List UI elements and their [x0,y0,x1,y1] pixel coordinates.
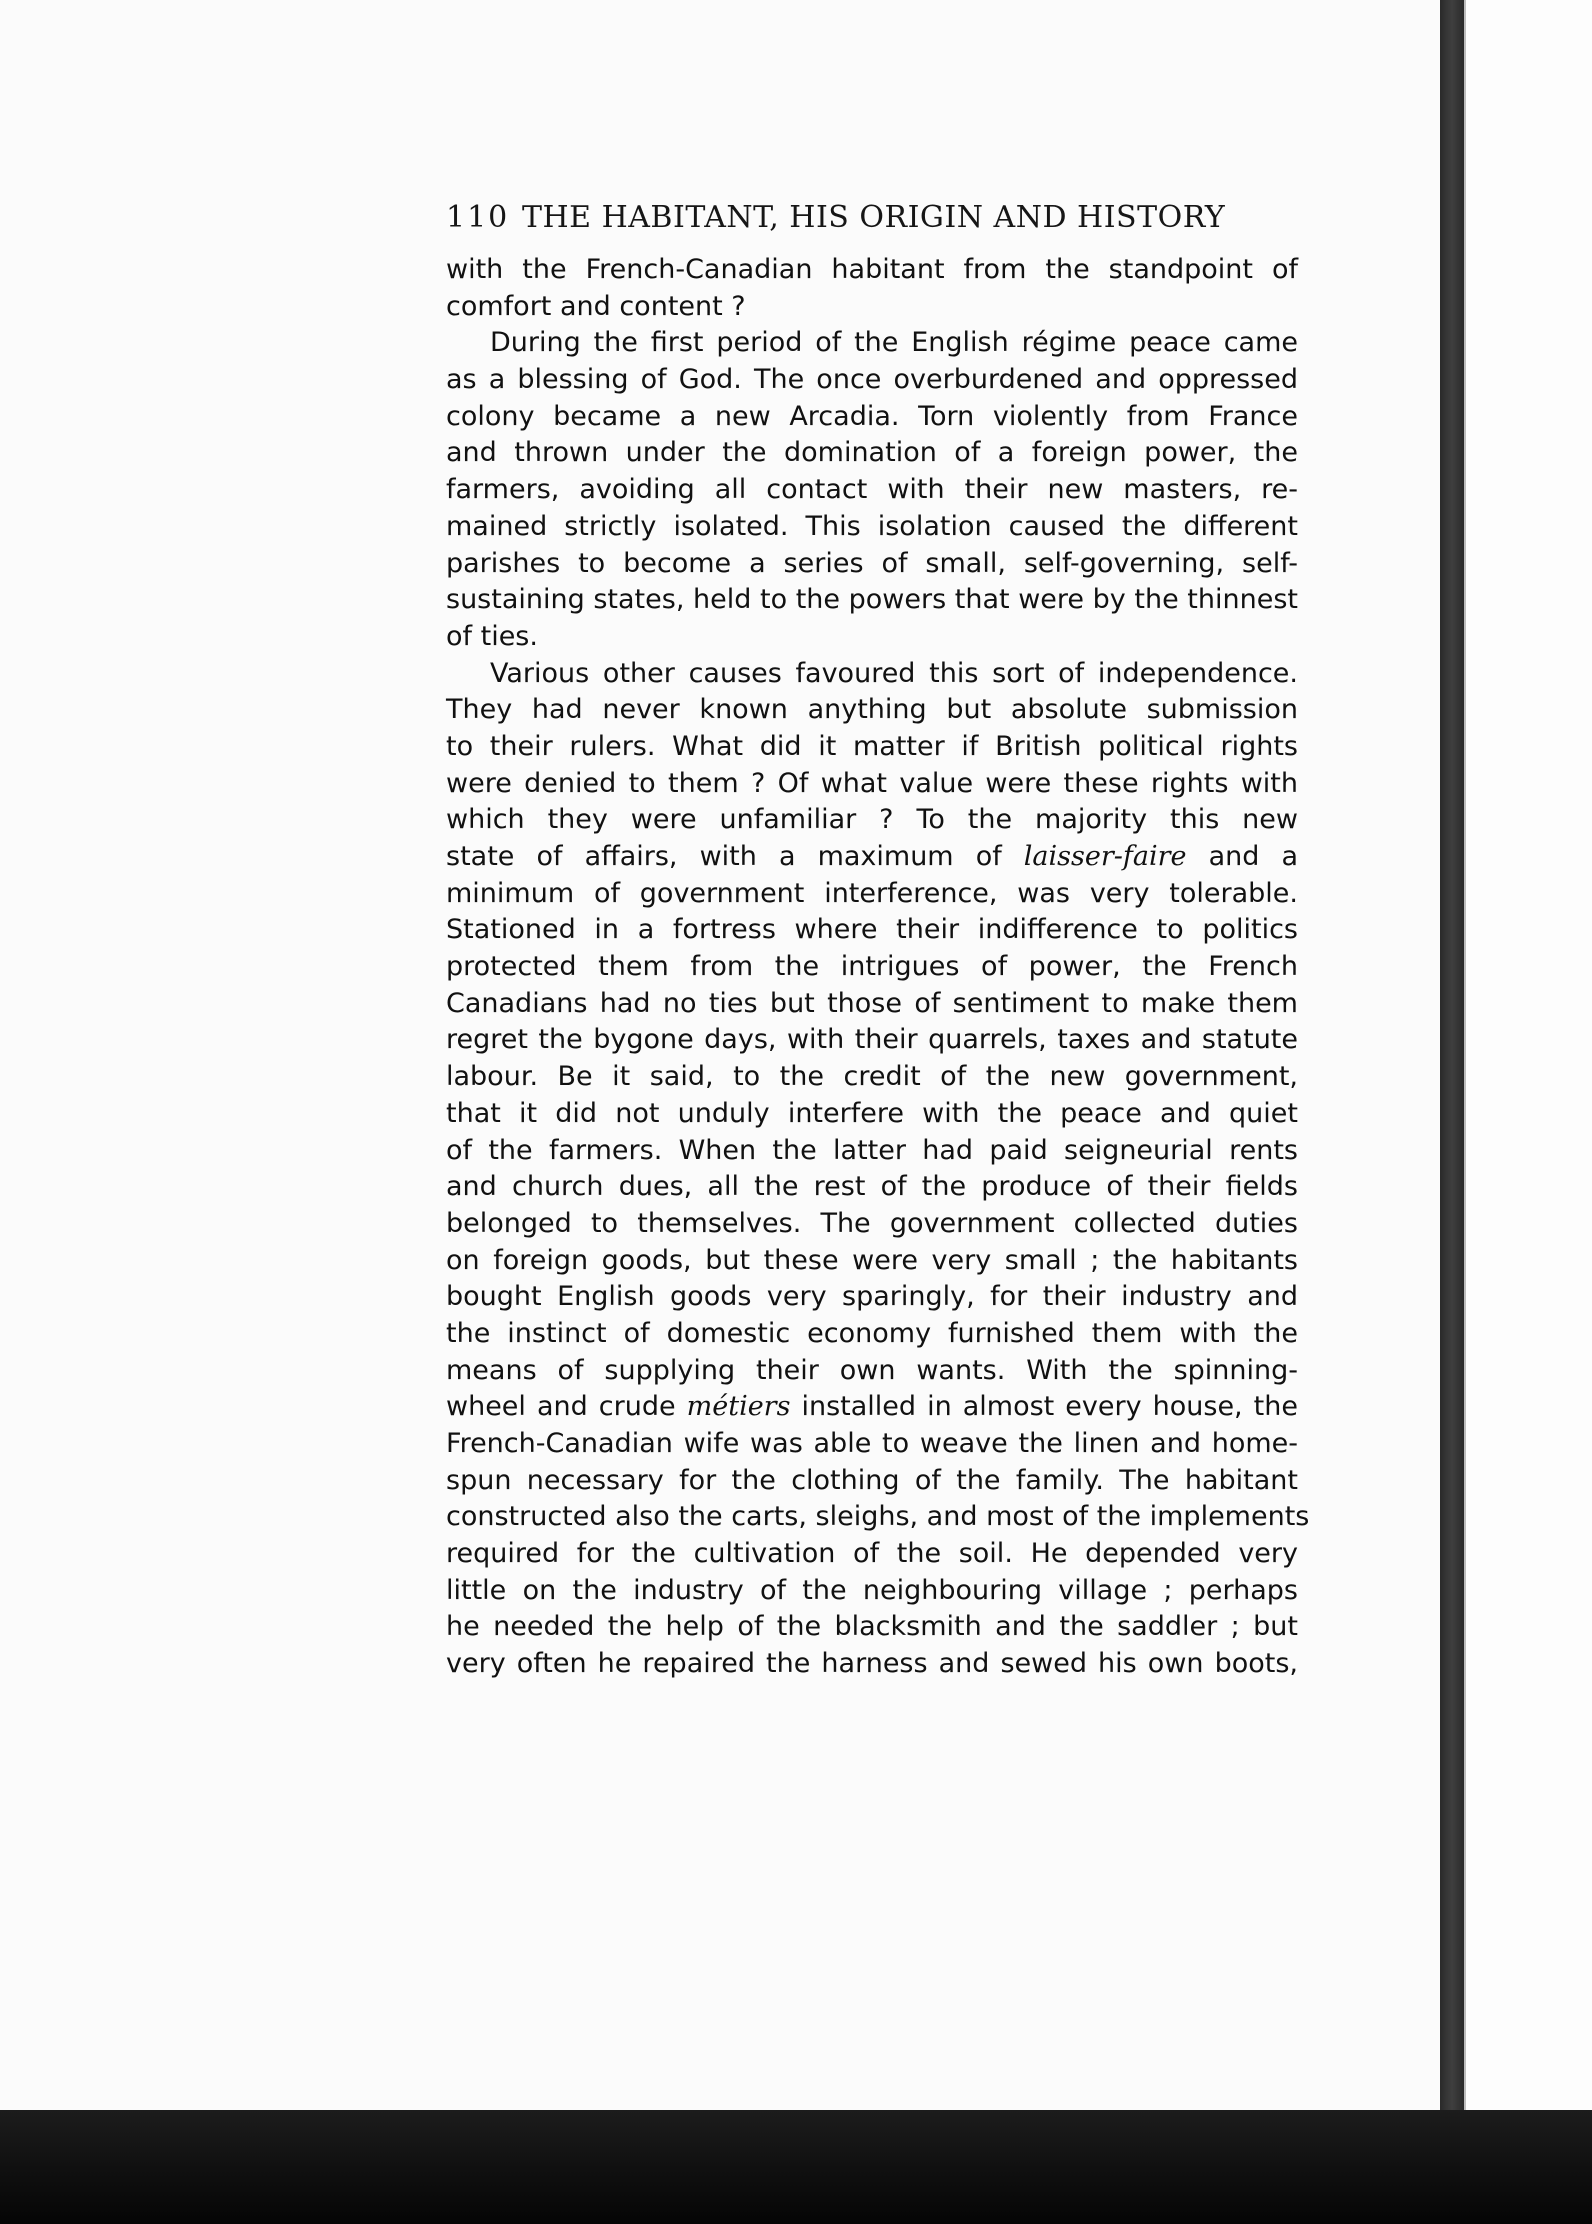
running-header [446,200,1294,246]
text-line [446,839,1298,876]
text-line: and thrown under the domination of a foreign power, the [446,437,1298,469]
text-line: the instinct of domestic economy furnished them with the [446,1317,1298,1349]
text-line: Canadians had no ties but those of sentiment to make them [446,987,1298,1019]
text-line: During the first period of the English régime peace came [490,327,1298,359]
running-title: THE HABITANT, HIS ORIGIN AND HISTORY [522,200,1226,235]
text-line: which they were unfamiliar ? To the majority this new [446,804,1298,836]
text-line: to their rulers. What did it matter if British political rights [446,730,1298,762]
text-line: labour. Be it said, to the credit of the new government, [446,1061,1298,1093]
text-line: constructed also the carts, sleighs, and most of the implements [446,1501,1310,1533]
text-line: bought English goods very sparingly, for their industry and [446,1281,1298,1313]
text-line: protected them from the intrigues of power, the French [446,951,1298,983]
text-line: were denied to them ? Of what value were these rights with [446,767,1298,799]
text-line: spun necessary for the clothing of the family. The habitant [446,1464,1298,1496]
text-line: very often he repaired the harness and sewed his own boots, [446,1648,1298,1680]
text-line: colony became a new Arcadia. Torn violently from France [446,400,1298,432]
text-line: on foreign goods, but these were very small ; the habitants [446,1244,1298,1276]
text-line: with the French-Canadian habitant from the standpoint of [446,254,1298,285]
text-line: Stationed in a fortress where their indifference to politics [446,914,1298,946]
text-line: required for the cultivation of the soil. He depended very [446,1538,1298,1570]
text-run: installed in almost every house, the [790,1391,1298,1423]
text-line: minimum of government interference, was very tolerable. [446,877,1298,909]
text-line: comfort and content ? [446,290,746,322]
text-line: and church dues, all the rest of the produce of their fields [446,1171,1298,1203]
text-line: that it did not unduly interfere with the peace and quiet [446,1097,1298,1129]
text-run: wheel and crude [446,1391,687,1423]
italic-term: laisser-faire [1023,841,1187,872]
italic-term: métiers [686,1391,791,1423]
facing-page-edge [1464,0,1592,2110]
text-line: regret the bygone days, with their quarrels, taxes and statute [446,1024,1298,1056]
text-line: They had never known anything but absolute submission [446,694,1298,726]
text-line: of the farmers. When the latter had paid seigneurial rents [446,1134,1298,1166]
text-run: and a [1186,841,1298,872]
text-line: of ties. [446,620,538,652]
text-line: little on the industry of the neighbouring village ; perhaps [446,1574,1298,1606]
text-line: sustaining states, held to the powers that were by the thinnest [446,584,1298,616]
book-spine-shadow [1440,0,1464,2110]
page-number: 110 [446,200,510,235]
text-line: French-Canadian wife was able to weave the linen and home- [446,1428,1298,1459]
text-line: farmers, avoiding all contact with their new masters, re- [446,474,1298,506]
text-line: means of supplying their own wants. With the spinning- [446,1354,1298,1386]
text-run: state of affairs, with a maximum of [446,841,1024,872]
paragraph-2 [446,325,1298,655]
text-line: as a blessing of God. The once overburdened and oppressed [446,364,1298,396]
scanner-bed-edge [0,2110,1592,2224]
text-line: belonged to themselves. The government collected duties [446,1207,1298,1239]
text-line: he needed the help of the blacksmith and the saddler ; but [446,1611,1298,1643]
text-line: parishes to become a series of small, self-governing, self- [446,547,1298,579]
text-line: mained strictly isolated. This isolation caused the different [446,510,1298,542]
text-line: Various other causes favoured this sort of independence. [490,657,1298,689]
text-line [446,1389,1298,1426]
paragraph-1 [446,252,1298,325]
page-body [446,252,1310,1683]
paragraph-3 [446,656,1310,1683]
